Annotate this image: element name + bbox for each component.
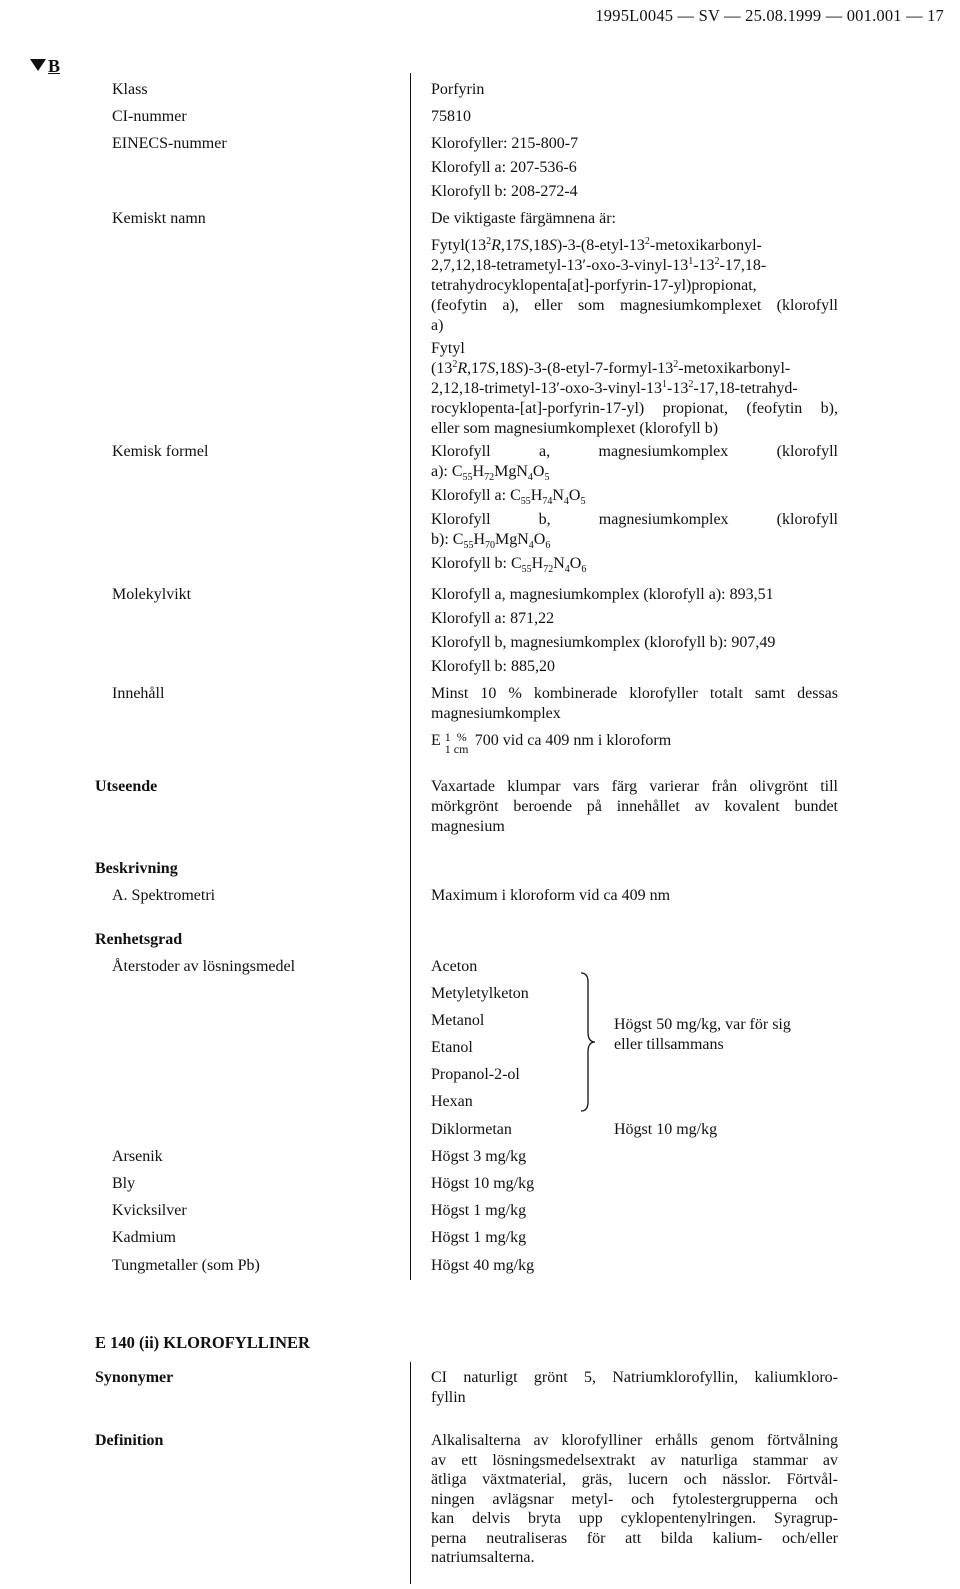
- text-line: perna neutraliseras för att bilda kalium- och/eller: [431, 1529, 838, 1547]
- kemiskt-namn-label: Kemiskt namn: [112, 210, 206, 227]
- formula-line: Klorofyll a: $C_{55}H_{74}N_4O_5$: [431, 487, 586, 507]
- text-line: Minst 10 % kombinerade klorofyller totalt samt dessas: [431, 685, 838, 702]
- molekylvikt-label: Molekylvikt: [112, 586, 192, 603]
- einecs-value: Klorofyll a: 207-536-6: [431, 159, 577, 176]
- synonymer-label: Synonymer: [95, 1369, 174, 1386]
- specific-absorbance-fraction: 1 % 1 cm: [444, 730, 469, 756]
- text-line: a): [431, 317, 444, 334]
- spektrometri-label: A. Spektrometri: [112, 887, 216, 904]
- renhetsgrad-label: Renhetsgrad: [95, 931, 183, 948]
- text-line: kan delvis bryta upp cyklopentenylringen. Syragrup-: [431, 1510, 838, 1527]
- text-line: Klorofyll a, magnesiumkomplex (klorofyll: [431, 443, 838, 460]
- column-divider-top: [410, 73, 411, 1280]
- text-line: (feofytin a), eller som magnesiumkomplexet (klorofyll: [431, 297, 838, 314]
- text-line: magnesium: [431, 818, 505, 835]
- klass-label: Klass: [112, 81, 148, 98]
- text-line: Fytyl: [431, 340, 465, 357]
- solvent-item: Propanol-2-ol: [431, 1066, 520, 1083]
- right-brace-icon: [580, 972, 598, 1112]
- innehall-label: Innehåll: [112, 685, 165, 702]
- molekylvikt-value: Klorofyll b, magnesiumkomplex (klorofyll b): 907,49: [431, 634, 776, 651]
- utseende-text: [431, 777, 838, 837]
- solvent-item: Hexan: [431, 1093, 473, 1110]
- formula-line: b): $C_{55}H_{70}MgN_4O_6$: [431, 531, 551, 551]
- metal-label: Bly: [112, 1175, 136, 1192]
- metal-limit: Högst 1 mg/kg: [431, 1202, 527, 1219]
- absorbance-line: E 1 % 1 cm 700 vid ca 409 nm i kloroform: [431, 730, 672, 756]
- column-divider-bottom: [410, 1362, 411, 1584]
- ci-value: 75810: [431, 108, 471, 125]
- text-line: natriumsalterna.: [431, 1549, 535, 1566]
- text-line: Högst 50 mg/kg, var för sig: [614, 1016, 791, 1033]
- text-line: mörkgrönt beroende på innehållet av kovalent bundet: [431, 798, 838, 815]
- text-line: tetrahydrocyklopenta[at]-porfyrin-17-yl)propionat,: [431, 277, 757, 294]
- solvent-item: Metyletylketon: [431, 985, 529, 1002]
- losningsmedel-label: Återstoder av lösningsmedel: [112, 958, 296, 975]
- solvent-item: Aceton: [431, 958, 478, 975]
- kemisk-formel-text: [431, 442, 838, 574]
- text-line: $(13^2R,17S,18S)-3-(8-etyl-7-formyl-13^2-metoxikarbonyl-$: [431, 359, 791, 377]
- text-line: fyllin: [431, 1389, 466, 1406]
- klass-value: Porfyrin: [431, 81, 485, 98]
- definition-label: Definition: [95, 1432, 164, 1449]
- molekylvikt-value: Klorofyll a, magnesiumkomplex (klorofyll a): 893,51: [431, 586, 774, 603]
- metal-label: Kadmium: [112, 1229, 176, 1246]
- page-header: 1995L0045 — SV — 25.08.1999 — 001.001 — 17: [595, 6, 944, 25]
- kemiskt-namn-text: [431, 209, 838, 439]
- utseende-label: Utseende: [95, 778, 158, 795]
- metal-limit: Högst 3 mg/kg: [431, 1148, 527, 1165]
- text-line: Alkalisalterna av klorofylliner erhålls genom förtvålning: [431, 1432, 838, 1449]
- section-title: E 140 (ii) KLOROFYLLINER: [95, 1333, 310, 1352]
- formula-line: a): $C_{55}H_{72}MgN_4O_5$: [431, 463, 550, 483]
- formula-line: Klorofyll b: $C_{55}H_{72}N_4O_6$: [431, 555, 587, 575]
- text-line: $2,7,12,18-tetrametyl-13'-oxo-3-vinyl-13^1-13^2-17,18-$: [431, 256, 767, 274]
- text-line: av ett lösningsmedelsextrakt av naturliga stammar av: [431, 1451, 838, 1469]
- solvent-item: Metanol: [431, 1012, 485, 1029]
- text-line: eller tillsammans: [614, 1036, 724, 1053]
- metal-limit: Högst 10 mg/kg: [431, 1175, 535, 1192]
- einecs-value: Klorofyller: 215-800-7: [431, 135, 579, 152]
- text-line: rocyklopenta-[at]-porfyrin-17-yl) propionat, (feofytin b),: [431, 400, 838, 417]
- text-line: $Fytyl(13^2R,17S,18S)-3-(8-etyl-13^2-metoxikarbonyl-$: [431, 236, 762, 254]
- triangle-down-icon: [30, 59, 46, 71]
- text-line: Klorofyll b, magnesiumkomplex (klorofyll: [431, 511, 838, 528]
- molekylvikt-value: Klorofyll b: 885,20: [431, 658, 555, 675]
- text-line: Vaxartade klumpar vars färg varierar från olivgrönt till: [431, 778, 838, 795]
- text-line: CI naturligt grönt 5, Natriumklorofyllin, kaliumkloro-: [431, 1369, 838, 1386]
- einecs-value: Klorofyll b: 208-272-4: [431, 183, 578, 200]
- amendment-marker: [30, 56, 60, 76]
- text-line: ningen avlägsnar metyl- och fytolestergrupperna och: [431, 1490, 838, 1508]
- solvent-item: Diklormetan: [431, 1121, 512, 1138]
- text-line: ätliga växtmaterial, gräs, lucern och nässlor. Förtvål-: [431, 1471, 838, 1488]
- text-line: De viktigaste färgämnena är:: [431, 210, 616, 227]
- ci-label: CI-nummer: [112, 108, 187, 125]
- solvent-group-limit: [614, 1015, 791, 1055]
- metal-label: Arsenik: [112, 1148, 163, 1165]
- solvent-item: Etanol: [431, 1039, 473, 1056]
- einecs-label: EINECS-nummer: [112, 135, 227, 152]
- text-line: magnesiumkomplex: [431, 705, 561, 722]
- molekylvikt-value: Klorofyll a: 871,22: [431, 610, 555, 627]
- text-line: eller som magnesiumkomplexet (klorofyll b): [431, 420, 719, 437]
- definition-text: [431, 1431, 838, 1568]
- kemisk-formel-label: Kemisk formel: [112, 443, 209, 460]
- text-line: $2,12,18-trimetyl-13'-oxo-3-vinyl-13^1-13^2-17,18-tetrahyd-$: [431, 379, 798, 397]
- spektrometri-value: Maximum i kloroform vid ca 409 nm: [431, 887, 671, 904]
- marker-letter: B: [48, 56, 61, 76]
- metal-limit: Högst 1 mg/kg: [431, 1229, 527, 1246]
- diklormetan-limit: Högst 10 mg/kg: [614, 1121, 718, 1138]
- metal-label: Kvicksilver: [112, 1202, 187, 1219]
- innehall-text: [431, 684, 838, 756]
- metal-label: Tungmetaller (som Pb): [112, 1257, 260, 1274]
- beskrivning-label: Beskrivning: [95, 860, 178, 877]
- synonymer-text: [431, 1368, 838, 1408]
- metal-limit: Högst 40 mg/kg: [431, 1257, 535, 1274]
